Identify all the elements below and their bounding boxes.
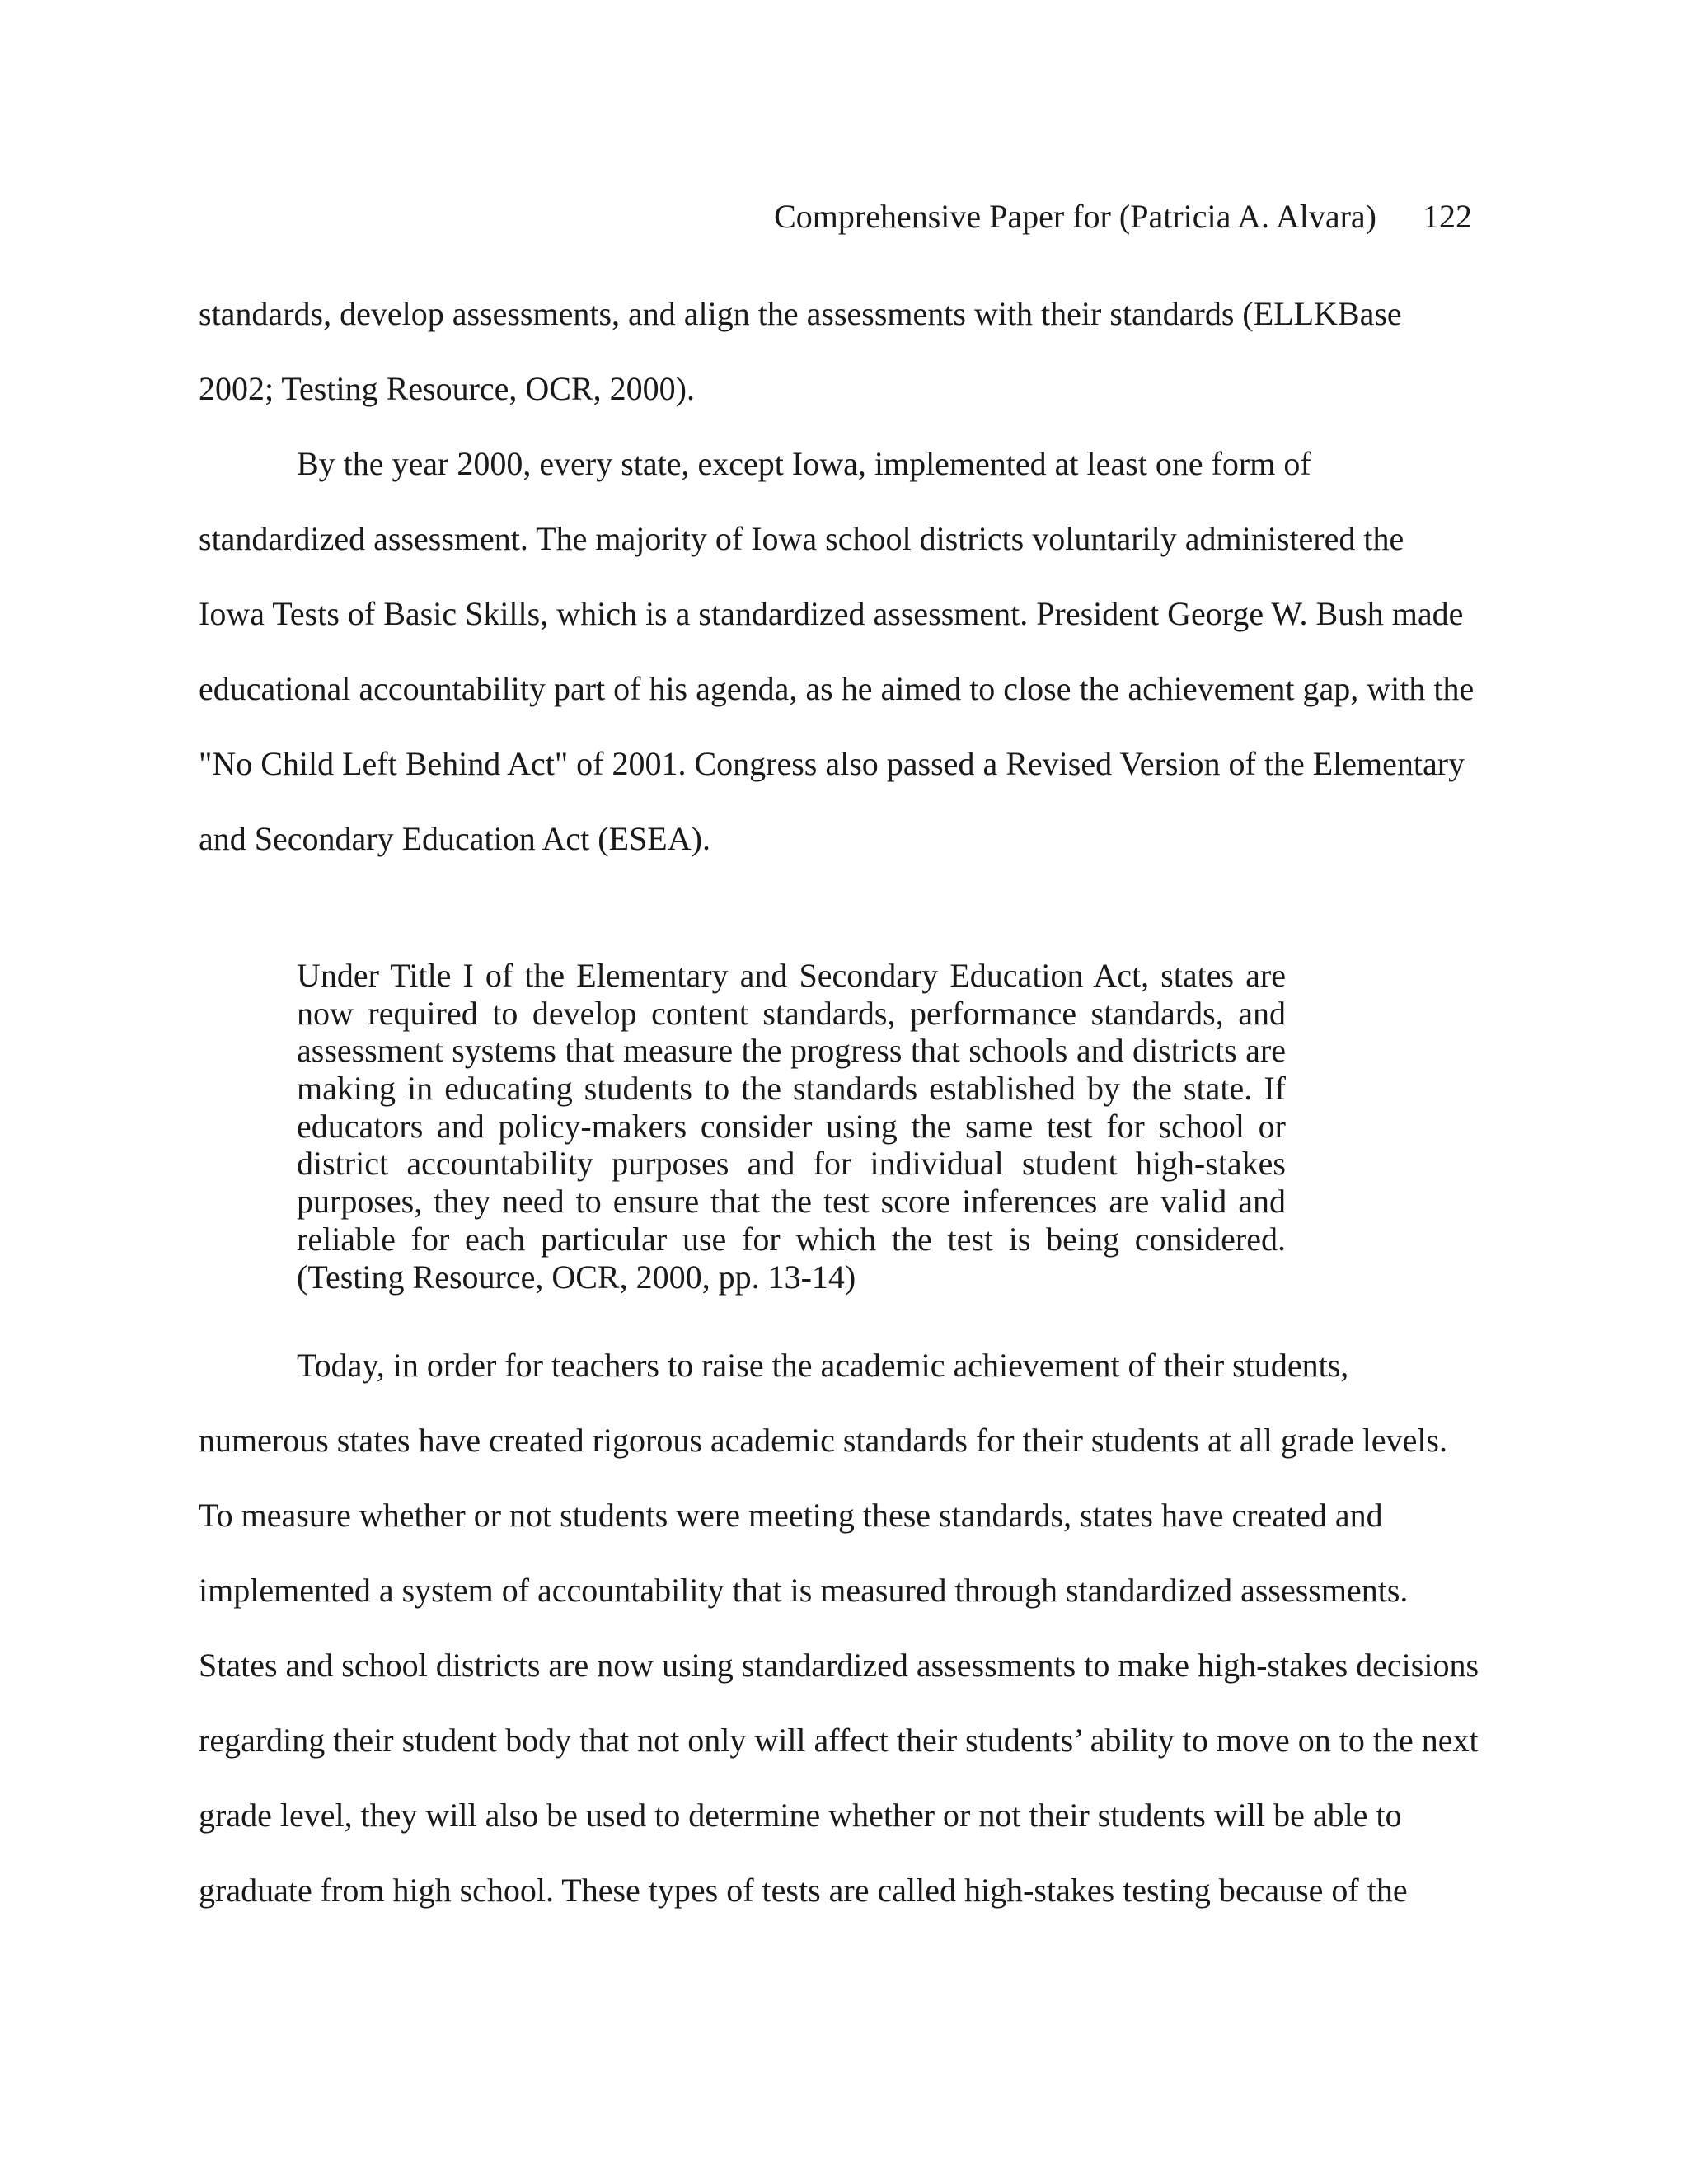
paragraph-line: standardized assessment. The majority of Iowa school districts voluntarily administered the	[199, 520, 1404, 557]
paragraph-line: grade level, they will also be used to determine whether or not their students will be able to	[199, 1797, 1402, 1834]
paragraph-line: regarding their student body that not only will affect their students’ ability to move on to the next	[199, 1722, 1479, 1759]
running-head-title: Comprehensive Paper for (Patricia A. Alvara)	[774, 198, 1376, 235]
paragraph-line: 2002; Testing Resource, OCR, 2000).	[199, 370, 695, 407]
page-number: 122	[1423, 198, 1472, 235]
block-quote	[297, 957, 1286, 1296]
running-head	[774, 196, 1472, 237]
paragraph-line: educational accountability part of his agenda, as he aimed to close the achievement gap, with the	[199, 670, 1475, 707]
paragraph-line: To measure whether or not students were meeting these standards, states have created and	[199, 1497, 1383, 1534]
quote-line: reliable for each particular use for which the test is being considered.	[297, 1220, 1286, 1258]
paragraph-line: "No Child Left Behind Act" of 2001. Congress also passed a Revised Version of the Elementary	[199, 745, 1465, 782]
quote-line: district accountability purposes and for individual student high-stakes	[297, 1145, 1286, 1183]
quote-line: making in educating students to the standards established by the state. If	[297, 1070, 1286, 1108]
paragraph-line: By the year 2000, every state, except Iowa, implemented at least one form of	[297, 445, 1311, 482]
quote-line: Under Title I of the Elementary and Secondary Education Act, states are	[297, 957, 1286, 994]
paragraph-line: graduate from high school. These types of tests are called high-stakes testing because of the	[199, 1872, 1408, 1909]
quote-line: assessment systems that measure the progress that schools and districts are	[297, 1032, 1286, 1070]
paragraph-line: Today, in order for teachers to raise the academic achievement of their students,	[297, 1347, 1349, 1384]
paragraph-line: implemented a system of accountability that is measured through standardized assessments.	[199, 1572, 1409, 1609]
quote-line: now required to develop content standards, performance standards, and	[297, 994, 1286, 1032]
paragraph-line: and Secondary Education Act (ESEA).	[199, 820, 710, 857]
quote-line: educators and policy-makers consider using the same test for school or	[297, 1107, 1286, 1145]
quote-citation: (Testing Resource, OCR, 2000, pp. 13-14)	[297, 1258, 856, 1296]
quote-line: purposes, they need to ensure that the test score inferences are valid and	[297, 1183, 1286, 1221]
paragraph-line: numerous states have created rigorous academic standards for their students at all grade levels.	[199, 1422, 1447, 1459]
paragraph-line: Iowa Tests of Basic Skills, which is a standardized assessment. President George W. Bush made	[199, 595, 1464, 632]
paragraph-line: standards, develop assessments, and align the assessments with their standards (ELLKBase	[199, 295, 1402, 332]
paragraph-line: States and school districts are now using standardized assessments to make high-stakes decisions	[199, 1647, 1479, 1684]
